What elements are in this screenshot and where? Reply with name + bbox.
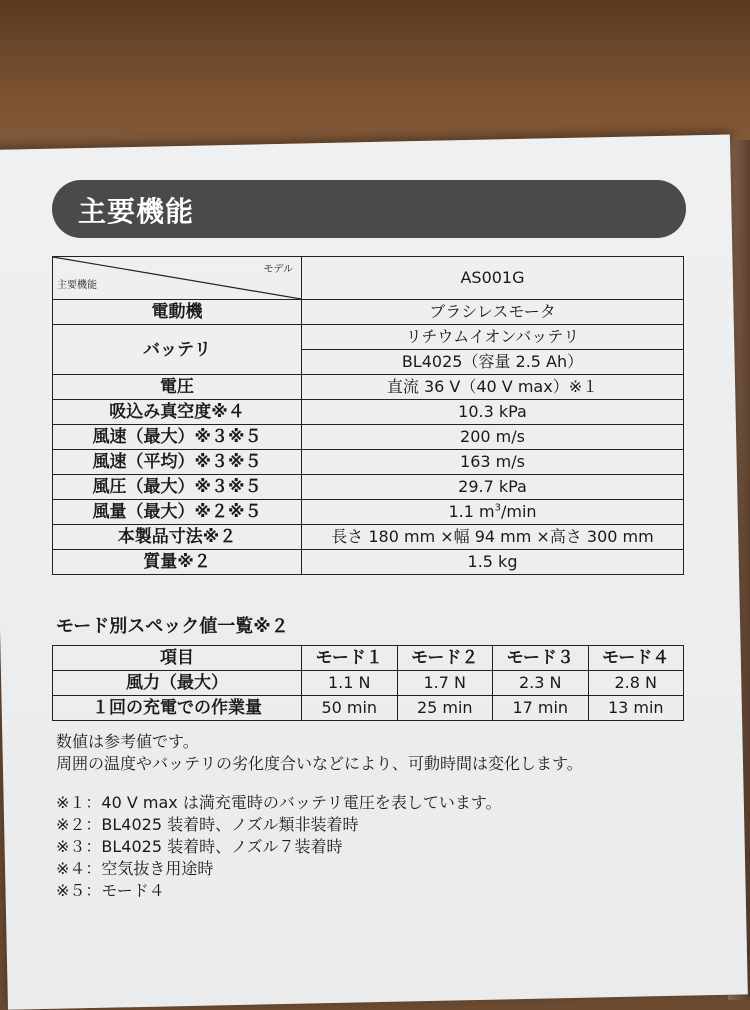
mode-table-title: モード別スペック値一覧※２ — [56, 616, 289, 637]
spec-label: 電圧 — [53, 375, 302, 400]
spec-value: 200 m/s — [302, 425, 684, 450]
spec-value: 1.5 kg — [302, 550, 684, 575]
spec-value: リチウムイオンバッテリ — [302, 325, 684, 350]
spec-row-voltage — [53, 375, 684, 400]
note-line: 周囲の温度やバッテリの劣化度合いなどにより、可動時間は変化します。 — [56, 754, 583, 773]
corner-model-label: モデル — [263, 264, 293, 275]
notes-block — [56, 731, 583, 775]
spec-value: ブラシレスモータ — [302, 300, 684, 325]
mode-row-label: 風力（最大） — [53, 671, 302, 696]
mode-value: 50 min — [302, 696, 398, 721]
spec-header-row — [53, 257, 684, 300]
spec-label: 電動機 — [53, 300, 302, 325]
volume-unit: /min — [500, 502, 537, 521]
corner-function-label: 主要機能 — [57, 280, 97, 291]
spec-label: 風速（平均）※３※５ — [53, 450, 302, 475]
footnote-5: ※５：モード４ — [56, 881, 165, 900]
spec-value: 10.3 kPa — [302, 400, 684, 425]
spec-value: 直流 36 V（40 V max）※１ — [302, 375, 684, 400]
model-name: AS001G — [302, 257, 684, 300]
spec-label: 風圧（最大）※３※５ — [53, 475, 302, 500]
footnote-1: ※１：40 V max は満充電時のバッテリ電圧を表しています。 — [56, 793, 502, 812]
mode-value: 13 min — [588, 696, 684, 721]
mode-header-1: モード１ — [302, 646, 398, 671]
spec-value: 29.7 kPa — [302, 475, 684, 500]
mode-value: 2.8 N — [588, 671, 684, 696]
volume-value: 1.1 m — [448, 502, 495, 521]
mode-header-4: モード４ — [588, 646, 684, 671]
spec-label: 吸込み真空度※４ — [53, 400, 302, 425]
spec-row-speed-avg — [53, 450, 684, 475]
spec-value: BL4025（容量 2.5 Ah） — [302, 350, 684, 375]
section-banner — [52, 180, 686, 238]
spec-label: 本製品寸法※２ — [53, 525, 302, 550]
footnote-4: ※４：空気抜き用途時 — [56, 859, 214, 878]
spec-row-motor — [53, 300, 684, 325]
spec-label: バッテリ — [53, 325, 302, 375]
mode-value: 1.1 N — [302, 671, 398, 696]
mode-header-row — [53, 646, 684, 671]
volume-exponent: 3 — [494, 502, 501, 514]
mode-row-runtime — [53, 696, 684, 721]
spec-label: 風量（最大）※２※５ — [53, 500, 302, 525]
mode-value: 17 min — [493, 696, 589, 721]
spec-label: 風速（最大）※３※５ — [53, 425, 302, 450]
spec-row-dimensions — [53, 525, 684, 550]
mode-header-2: モード２ — [397, 646, 493, 671]
spec-value: 163 m/s — [302, 450, 684, 475]
spec-label: 質量※２ — [53, 550, 302, 575]
corner-cell — [53, 257, 302, 300]
spec-value — [302, 500, 684, 525]
mode-value: 1.7 N — [397, 671, 493, 696]
spec-row-suction — [53, 400, 684, 425]
spec-row-battery-1 — [53, 325, 684, 350]
mode-value: 2.3 N — [493, 671, 589, 696]
note-line: 数値は参考値です。 — [56, 732, 199, 751]
mode-row-label: １回の充電での作業量 — [53, 696, 302, 721]
spec-row-volume-max — [53, 500, 684, 525]
section-title: 主要機能 — [78, 195, 195, 228]
mode-row-force — [53, 671, 684, 696]
footnotes-block — [56, 792, 502, 902]
mode-header-item: 項目 — [53, 646, 302, 671]
footnote-2: ※２：BL4025 装着時、ノズル類非装着時 — [56, 815, 359, 834]
spec-table — [52, 256, 684, 575]
spec-row-mass — [53, 550, 684, 575]
mode-header-3: モード３ — [493, 646, 589, 671]
spec-row-pressure-max — [53, 475, 684, 500]
spec-value: 長さ 180 mm ×幅 94 mm ×高さ 300 mm — [302, 525, 684, 550]
spec-row-speed-max — [53, 425, 684, 450]
mode-value: 25 min — [397, 696, 493, 721]
footnote-3: ※３：BL4025 装着時、ノズル７装着時 — [56, 837, 343, 856]
mode-table — [52, 645, 684, 721]
